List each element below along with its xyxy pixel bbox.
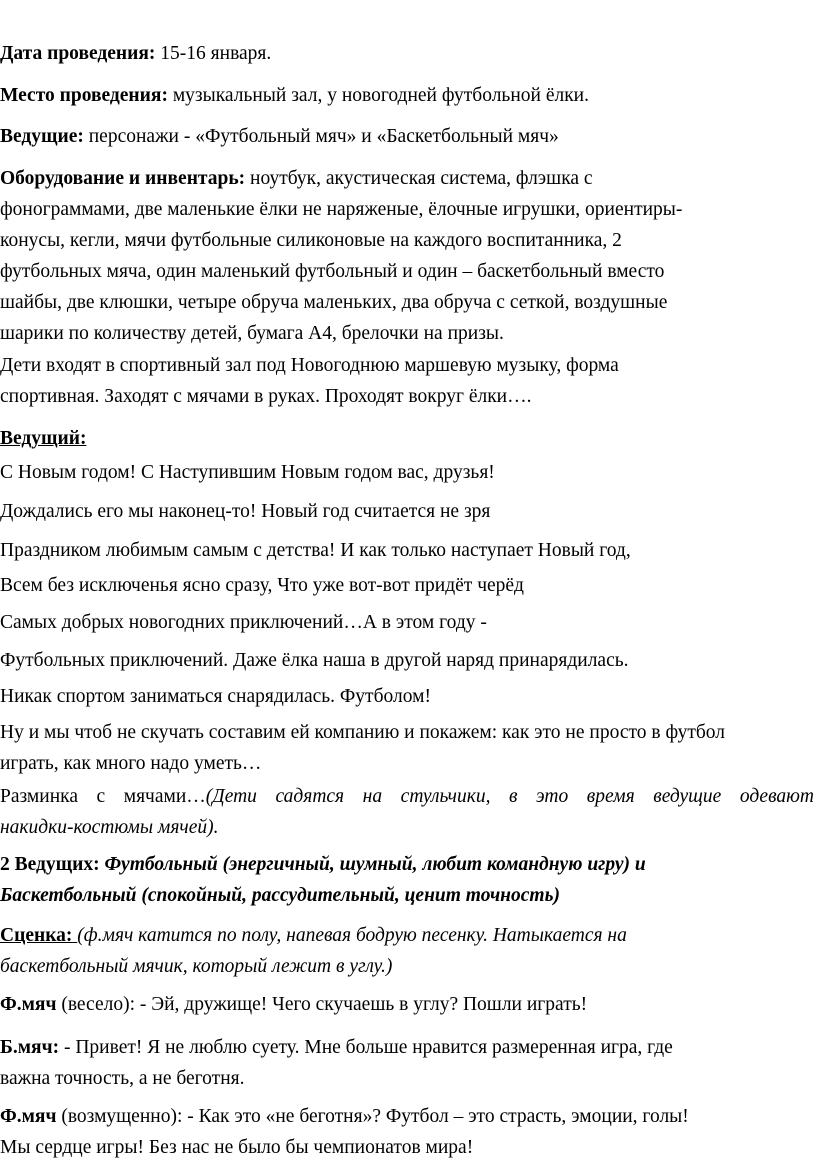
- dialogue-line: Мы сердце игры! Без нас не было бы чемпионатов мира!: [0, 1137, 474, 1158]
- dialogue-line: [0, 1032, 814, 1063]
- two-hosts-basketball: Баскетбольный (спокойный, рассудительный, ценит точность): [0, 885, 560, 906]
- company-paragraph: [0, 717, 814, 779]
- host-heading-text: Ведущий:: [0, 428, 87, 449]
- dialogue-text: - Привет! Я не люблю суету. Мне больше нравится размеренная игра, где: [59, 1037, 673, 1058]
- warmup-text: Разминка с мячами…: [0, 786, 206, 807]
- dialogue-line: важна точность, а не беготня.: [0, 1068, 245, 1089]
- equipment-line: конусы, кегли, мячи футбольные силиконовые на каждого воспитанника, 2: [0, 230, 622, 251]
- dialogue-basketball-1: [0, 1032, 814, 1094]
- verse-line: С Новым годом! С Наступившим Новым годом вас, друзья!: [0, 462, 495, 483]
- scene-paragraph: [0, 920, 814, 982]
- equipment-line: шайбы, две клюшки, четыре обруча маленьких, два обруча с сеткой, воздушные: [0, 292, 668, 313]
- scene-label: Сценка:: [0, 925, 73, 946]
- warmup-line: [0, 781, 814, 812]
- equipment-line: [0, 163, 814, 194]
- equipment-paragraph: [0, 163, 814, 349]
- two-hosts-prefix: 2 Ведущих:: [0, 854, 105, 875]
- dialogue-text: (весело): - Эй, дружище! Чего скучаешь в углу? Пошли играть!: [56, 994, 588, 1015]
- warmup-note-end: накидки-костюмы мячей).: [0, 817, 219, 838]
- host-heading: [0, 423, 814, 454]
- equipment-text: ноутбук, акустическая система, флэшка с: [245, 168, 593, 189]
- scene-line: [0, 951, 814, 982]
- equipment-line: фонограммами, две маленькие ёлки не наряженые, ёлочные игрушки, ориентиры-: [0, 199, 683, 220]
- event-date-value: 15-16 января.: [155, 43, 272, 64]
- company-line: Ну и мы чтоб не скучать составим ей компанию и покажем: как это не просто в футбол: [0, 722, 726, 743]
- verse-line: Дождались его мы наконец-то! Новый год считается не зря: [0, 501, 491, 522]
- equipment-line: футбольных мяча, один маленький футбольный и один – баскетбольный вместо: [0, 261, 665, 282]
- speaker-football: Ф.мяч: [0, 1106, 57, 1127]
- scene-direction: (ф.мяч катится по полу, напевая бодрую песенку. Натыкается на: [77, 925, 627, 946]
- event-hosts: [0, 121, 814, 152]
- two-hosts-football: Футбольный (энергичный, шумный, любит командную игру) и: [104, 854, 646, 875]
- speaker-basketball: Б.мяч:: [0, 1037, 60, 1058]
- scene-direction-end: баскетбольный мячик, который лежит в углу.): [0, 956, 393, 977]
- dialogue-football-2: [0, 1101, 814, 1163]
- equipment-line: шарики по количеству детей, бумага А4, брелочки на призы.: [0, 323, 504, 344]
- event-place: [0, 80, 814, 111]
- verse-line: Никак спортом заниматься снарядилась. Футболом!: [0, 686, 431, 707]
- dialogue-text: (возмущенно): - Как это «не беготня»? Футбол – это страсть, эмоции, голы!: [56, 1106, 689, 1127]
- verse-line: Всем без исключенья ясно сразу, Что уже вот-вот придёт черёд: [0, 575, 524, 596]
- warmup-line: [0, 812, 814, 843]
- equipment-label: Оборудование и инвентарь:: [0, 168, 246, 189]
- dialogue-football-1: [0, 989, 814, 1020]
- intro-line: Дети входят в спортивный зал под Новогоднюю маршевую музыку, форма: [0, 355, 619, 376]
- warmup-paragraph: [0, 781, 814, 843]
- event-place-value: музыкальный зал, у новогодней футбольной ёлки.: [167, 85, 589, 106]
- intro-line: спортивная. Заходят с мячами в руках. Проходят вокруг ёлки….: [0, 386, 532, 407]
- event-hosts-label: Ведущие:: [0, 126, 84, 147]
- verse-line: Самых добрых новогодних приключений…А в этом году -: [0, 612, 487, 633]
- verse-line: Футбольных приключений. Даже ёлка наша в другой наряд принарядилась.: [0, 650, 629, 671]
- intro-paragraph: [0, 350, 814, 412]
- company-line: играть, как много надо уметь…: [0, 753, 262, 774]
- event-date: [0, 38, 814, 69]
- dialogue-line: [0, 1101, 814, 1132]
- scene-line: [0, 920, 814, 951]
- event-date-label: Дата проведения:: [0, 43, 156, 64]
- two-hosts-line: [0, 880, 814, 911]
- warmup-note: (Дети садятся на стульчики, в это время ведущие одевают: [205, 786, 814, 807]
- two-hosts-paragraph: [0, 849, 814, 911]
- event-place-label: Место проведения:: [0, 85, 168, 106]
- two-hosts-line: [0, 849, 814, 880]
- event-hosts-value: персонажи - «Футбольный мяч» и «Баскетбольный мяч»: [83, 126, 559, 147]
- verse-line: Праздником любимым самым с детства! И как только наступает Новый год,: [0, 540, 631, 561]
- speaker-football: Ф.мяч: [0, 994, 57, 1015]
